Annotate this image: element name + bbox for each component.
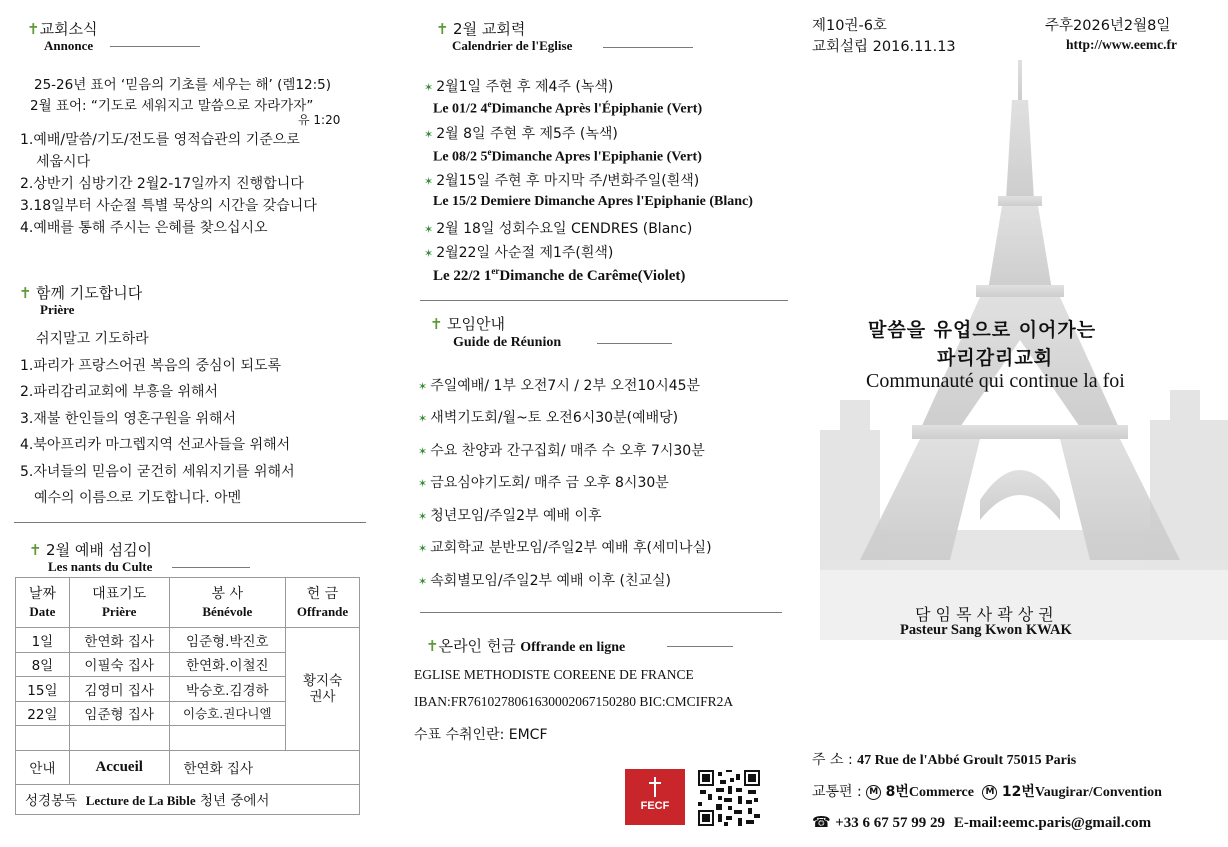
bible-cell: 성경봉독 Lecture de La Bible 청년 중에서 (16, 784, 360, 814)
calendar-entry-fr: Le 08/2 5eDimanche Apres l'Epiphanie (Vert) (433, 147, 702, 165)
volume-number: 제10권-6호 (812, 18, 887, 34)
priere-subtitle: Prière (40, 302, 75, 317)
pastor-fr: Pasteur Sang Kwon KWAK (900, 622, 1072, 638)
star-icon: ✶ (424, 128, 434, 141)
divider (420, 612, 782, 613)
offrande-heading: ✝온라인 헌금 Offrande en ligne (426, 637, 626, 655)
calendar-entry: ✶ 2월15일 주현 후 마지막 주/변화주일(흰색) (424, 173, 700, 189)
divider (14, 522, 366, 523)
priere-line: 쉬지말고 기도하라 (36, 331, 149, 347)
cell-priere: 한연화 집사 (69, 628, 169, 653)
priere-heading: ✝ 함께 기도합니다 (19, 284, 143, 302)
fecf-logo: FECF (625, 769, 685, 825)
reunion-item: ✶ 수요 찬양과 간구집회/ 매주 수 오후 7시30분 (418, 443, 705, 459)
metro-icon: M (982, 785, 997, 800)
address-row: 주 소 : 47 Rue de l'Abbé Groult 75015 Paris (812, 752, 1077, 768)
annonce-subtitle: Annonce (44, 38, 94, 53)
cross-icon: ✝ (27, 20, 40, 38)
culte-subtitle: Les nants du Culte (48, 559, 153, 574)
issue-date: 주후2026년2월8일 (1045, 18, 1171, 34)
reunion-heading: ✝ 모임안내 (430, 315, 505, 333)
reunion-subtitle: Guide de Réunion (453, 335, 562, 350)
divider (603, 47, 693, 48)
cell-priere: 이필숙 집사 (69, 652, 169, 677)
cross-icon: ✝ (29, 541, 42, 559)
church-name: 파리감리교회 (937, 347, 1054, 369)
payee: 수표 수취인란: EMCF (414, 727, 548, 743)
calendrier-heading: ✝ 2월 교회력 (436, 20, 526, 38)
calendar-entry-fr: Le 01/2 4eDimanche Après l'Épiphanie (Vert) (433, 99, 703, 117)
cross-icon: ✝ (436, 20, 449, 38)
church-slogan-fr: Communauté qui continue la foi (866, 370, 1125, 392)
cell-benevole: 이승호.권다니엘 (169, 701, 286, 726)
iban: IBAN:FR7610278061630002067150280 BIC:CMCIFR2A (414, 694, 734, 709)
star-icon: ✶ (418, 412, 428, 425)
founded-date: 교회설립 2016.11.13 (812, 39, 956, 55)
email-link[interactable]: E-mail:eemc.paris@gmail.com (953, 815, 1152, 831)
star-icon: ✶ (418, 542, 428, 555)
cell-date: 1일 (16, 628, 70, 653)
priere-line: 4.북아프리카 마그렙지역 선교사들을 위해서 (20, 437, 291, 453)
bible-row (16, 784, 360, 814)
cross-icon: ✝ (430, 315, 443, 333)
annonce-item: 2.상반기 심방기간 2월2-17일까지 진행합니다 (20, 176, 304, 192)
verse-line-1: 25-26년 표어 ‘믿음의 기초를 세우는 해’ (렘12:5) (34, 77, 331, 93)
divider (597, 343, 672, 344)
cell-benevole: 한연화.이철진 (169, 652, 286, 677)
annonce-item: 세웁시다 (36, 154, 91, 170)
cross-icon: ✝ (426, 637, 439, 655)
phone-icon: ☎ (812, 813, 831, 831)
priere-line: 1.파리가 프랑스어권 복음의 중심이 되도록 (20, 358, 282, 374)
cell-benevole: 박승호.김경하 (169, 677, 286, 702)
calendar-entry: ✶ 2월1일 주현 후 제4주 (녹색) (424, 79, 614, 95)
divider (667, 646, 733, 647)
accueil-fr: Accueil (69, 750, 169, 784)
cell-date: 15일 (16, 677, 70, 702)
cell-date: 22일 (16, 701, 70, 726)
cell-offrande: 황지숙 권사 (286, 628, 360, 751)
star-icon: ✶ (418, 510, 428, 523)
accueil-name: 한연화 집사 (169, 750, 359, 784)
verse-line-2: 2월 표어: “기도로 세워지고 말씀으로 자라가자” (30, 98, 314, 114)
calendar-entry: ✶ 2월 8일 주현 후 제5주 (녹색) (424, 126, 618, 142)
table-row (16, 628, 360, 653)
transport-row: 교통편 : M 8번Commerce M 12번Vaugirar/Convention (812, 784, 1162, 800)
header-benevole: 봉 사 Bénévole (169, 578, 286, 628)
star-icon: ✶ (424, 247, 434, 260)
website-link[interactable]: http://www.eemc.fr (1066, 37, 1177, 52)
cross-icon: ✝ (19, 284, 32, 302)
priere-line: 3.재불 한인들의 영혼구원을 위해서 (20, 411, 237, 427)
annonce-item: 3.18일부터 사순절 특별 묵상의 시간을 갖습니다 (20, 198, 317, 214)
qr-code-icon[interactable] (698, 770, 760, 826)
cell-priere: 임준형 집사 (69, 701, 169, 726)
cell-priere: 김영미 집사 (69, 677, 169, 702)
church-slogan: 말씀을 유업으로 이어가는 (868, 319, 1097, 341)
divider (110, 46, 200, 47)
star-icon: ✶ (424, 223, 434, 236)
reunion-item: ✶ 새벽기도회/월~토 오전6시30분(예배당) (418, 410, 679, 426)
calendar-entry: ✶ 2월 18일 성회수요일 CENDRES (Blanc) (424, 221, 693, 237)
priere-line: 2.파리감리교회에 부흥을 위해서 (20, 384, 219, 400)
pastor-ko: 담 임 목 사 곽 상 권 (915, 605, 1054, 624)
header-offrande: 헌 금 Offrande (286, 578, 360, 628)
culte-heading: ✝ 2월 예배 섬김이 (29, 541, 153, 559)
metro-icon: M (866, 785, 881, 800)
reunion-item: ✶ 금요심야기도회/ 매주 금 오후 8시30분 (418, 475, 669, 491)
reunion-item: ✶ 주일예배/ 1부 오전7시 / 2부 오전10시45분 (418, 378, 701, 394)
calendar-entry-fr: Le 22/2 1erDimanche de Carême(Violet) (433, 266, 686, 284)
accueil-label: 안내 (16, 750, 70, 784)
culte-table (15, 577, 360, 815)
reunion-item: ✶ 교회학교 분반모임/주일2부 예배 후(세미나실) (418, 540, 712, 556)
priere-line: 5.자녀들의 믿음이 굳건히 세워지기를 위해서 (20, 464, 295, 480)
star-icon: ✶ (424, 175, 434, 188)
annonce-heading: ✝교회소식 (27, 20, 98, 38)
cell-benevole (169, 726, 286, 751)
reunion-item: ✶ 속회별모임/주일2부 예배 이후 (친교실) (418, 573, 671, 589)
table-header-row (16, 578, 360, 628)
cell-date (16, 726, 70, 751)
calendar-entry-fr: Le 15/2 Demiere Dimanche Apres l'Epiphanie (Blanc) (433, 194, 753, 209)
calendrier-subtitle: Calendrier de l'Eglise (452, 38, 573, 53)
cell-priere (69, 726, 169, 751)
divider (420, 300, 788, 301)
phone-number[interactable]: +33 6 67 57 99 29 (835, 815, 945, 831)
star-icon: ✶ (418, 445, 428, 458)
star-icon: ✶ (418, 380, 428, 393)
header-date: 날짜 Date (16, 578, 70, 628)
header-priere: 대표기도 Prière (69, 578, 169, 628)
priere-line: 예수의 이름으로 기도합니다. 아멘 (34, 490, 242, 506)
accueil-row (16, 750, 360, 784)
bank-name: EGLISE METHODISTE COREENE DE FRANCE (414, 667, 694, 682)
cross-icon (647, 777, 663, 797)
star-icon: ✶ (418, 575, 428, 588)
cell-benevole: 임준형.박진호 (169, 628, 286, 653)
divider (172, 567, 250, 568)
verse-ref: 유 1:20 (298, 113, 341, 127)
reunion-item: ✶ 청년모임/주일2부 예배 이후 (418, 508, 602, 524)
star-icon: ✶ (424, 81, 434, 94)
annonce-item: 1.예배/말씀/기도/전도를 영적습관의 기준으로 (20, 132, 300, 148)
phone-email-row (812, 813, 1151, 832)
cell-date: 8일 (16, 652, 70, 677)
star-icon: ✶ (418, 477, 428, 490)
calendar-entry: ✶ 2월22일 사순절 제1주(흰색) (424, 245, 614, 261)
annonce-item: 4.예배를 통해 주시는 은혜를 찾으십시오 (20, 220, 268, 236)
